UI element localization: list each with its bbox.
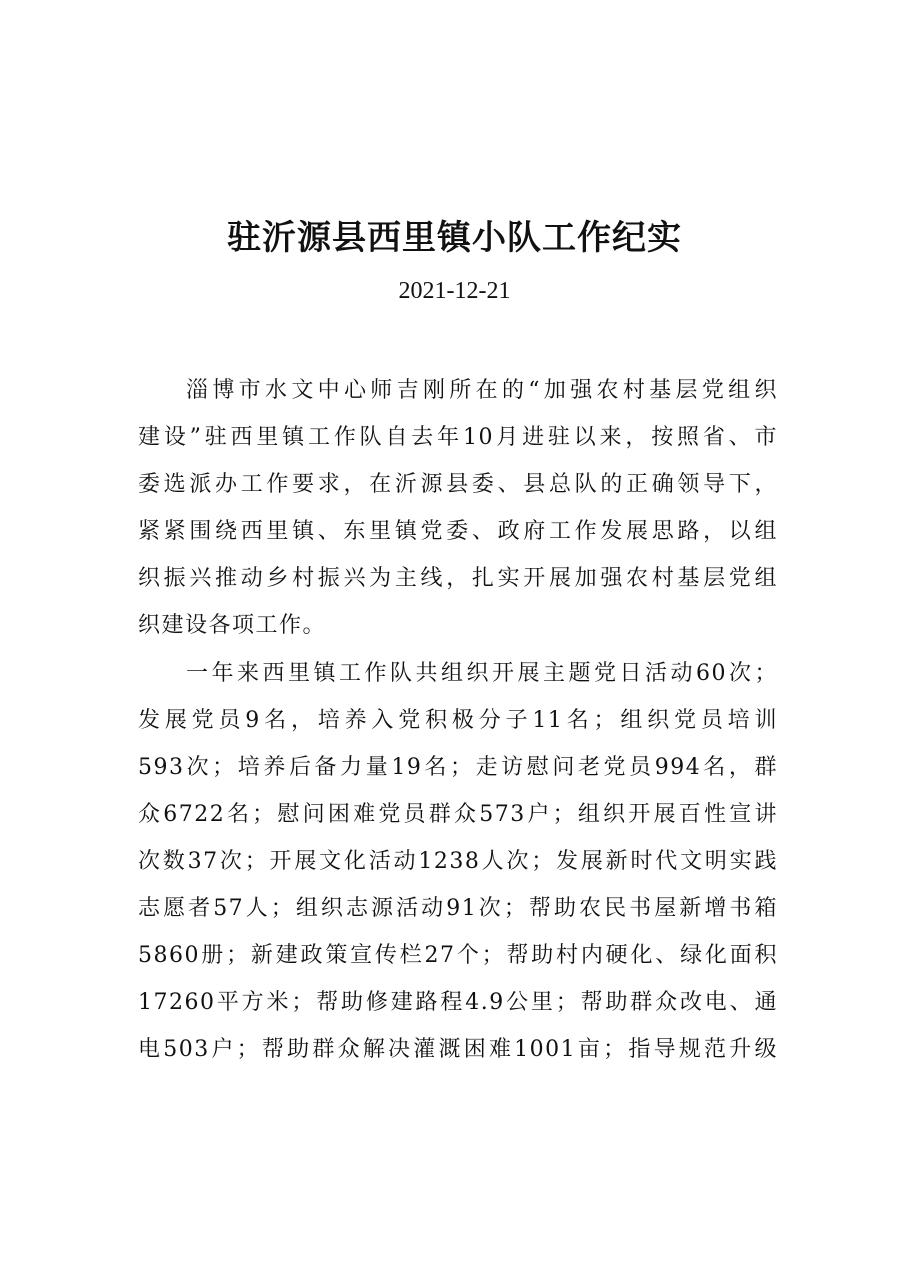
paragraph-2-line-2: 发展党员9名，培养入党积极分子11名；组织党员培训 (138, 707, 778, 733)
paragraph-2-line-6: 志愿者57人；组织志源活动91次；帮助农民书屋新增书箱 (138, 896, 778, 922)
paragraph-2-line-5: 次数37次；开展文化活动1238人次；发展新时代文明实践 (138, 848, 778, 874)
paragraph-2-line-3: 593次；培养后备力量19名；走访慰问老党员994名，群 (138, 754, 778, 780)
document-date: 2021-12-21 (398, 278, 511, 304)
paragraph-2-line-4: 众6722名；慰问困难党员群众573户；组织开展百性宣讲 (138, 801, 778, 827)
paragraph-2-line-8: 17260平方米；帮助修建路程4.9公里；帮助群众改电、通 (138, 990, 778, 1016)
document-body (138, 367, 778, 1073)
paragraph-2-line-7: 5860册；新建政策宣传栏27个；帮助村内硬化、绿化面积 (138, 943, 778, 969)
paragraph-1-line-3: 委选派办工作要求，在沂源县委、县总队的正确领导下， (138, 472, 778, 498)
document-title: 驻沂源县西里镇小队工作纪实 (227, 218, 682, 258)
paragraph-1-line-1: 淄博市水文中心师吉刚所在的“加强农村基层党组织 (186, 378, 778, 403)
paragraph-1-line-5: 织振兴推动乡村振兴为主线，扎实开展加强农村基层党组 (138, 566, 778, 592)
paragraph-2-line-1: 一年来西里镇工作队共组织开展主题党日活动60次； (186, 660, 778, 686)
paragraph-1-line-6: 织建设各项工作。 (138, 613, 327, 639)
paragraph-2-line-9: 电503户；帮助群众解决灌溉困难1001亩；指导规范升级 (138, 1037, 778, 1063)
paragraph-1-line-4: 紧紧围绕西里镇、东里镇党委、政府工作发展思路，以组 (138, 519, 778, 545)
paragraph-1-line-2: 建设”驻西里镇工作队自去年10月进驻以来，按照省、市 (138, 425, 778, 451)
